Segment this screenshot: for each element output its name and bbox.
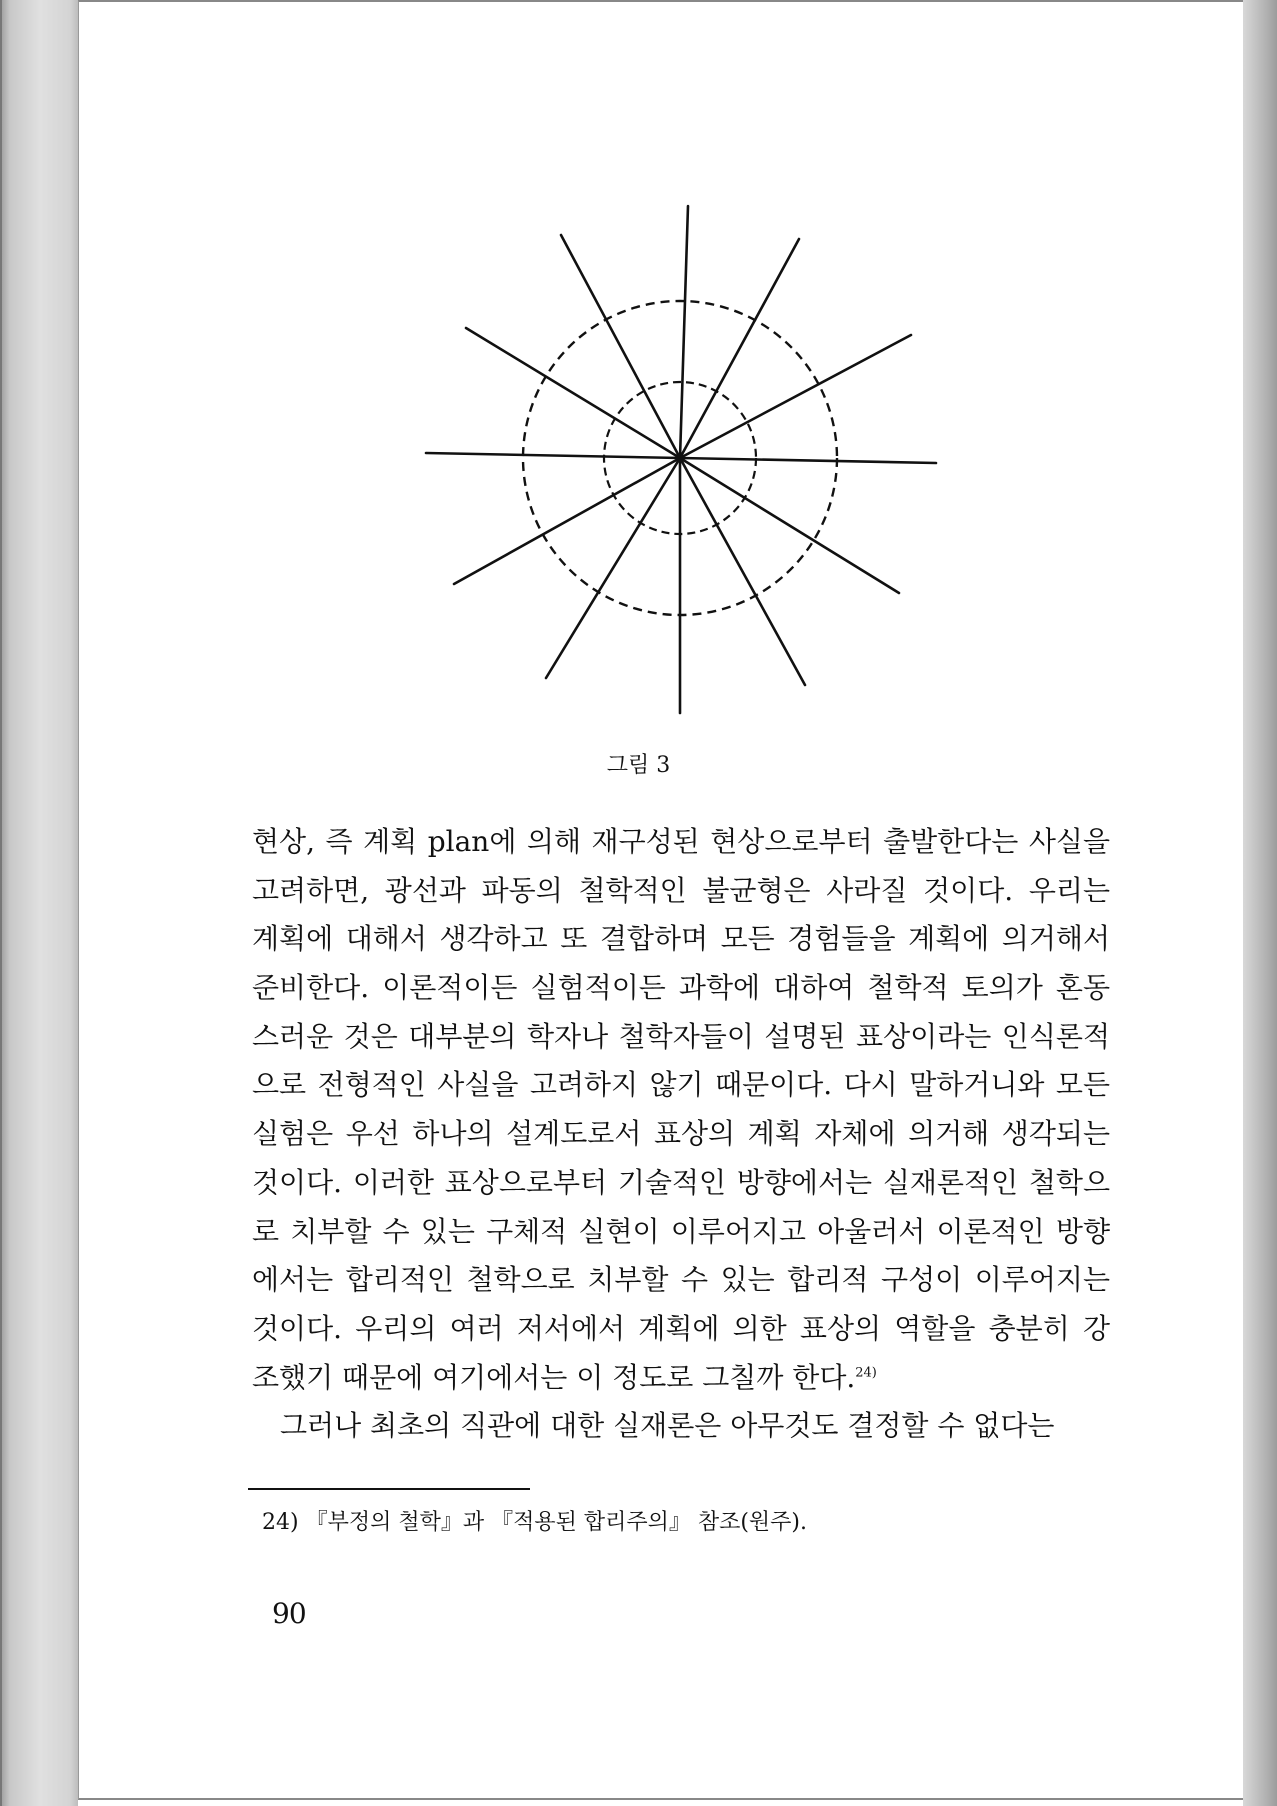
center-point <box>676 454 685 463</box>
body-line: 계획에 대해서 생각하고 또 결합하며 모든 경험들을 계획에 의거해서 <box>252 922 1110 956</box>
body-line: 으로 전형적인 사실을 고려하지 않기 때문이다. 다시 말하거니와 모든 <box>252 1068 1110 1102</box>
footnote: 24) 『부정의 철학』과 『적용된 합리주의』 참조(원주). <box>262 1510 807 1535</box>
body-line-new-paragraph: 그러나 최초의 직관에 대한 실재론은 아무것도 결정할 수 없다는 <box>280 1409 1055 1443</box>
ray-line <box>546 458 680 678</box>
book-right-edge <box>1243 0 1277 1806</box>
page-number: 90 <box>272 1597 306 1630</box>
body-line: 실험은 우선 하나의 설계도로서 표상의 계획 자체에 의거해 생각되는 <box>252 1117 1110 1151</box>
body-text <box>252 818 1110 1451</box>
body-line: 에서는 합리적인 철학으로 치부할 수 있는 합리적 구성이 이루어지는 <box>252 1263 1110 1297</box>
footnote-reference: 24) <box>855 1365 877 1381</box>
ray-line <box>454 458 680 584</box>
body-line: 로 치부할 수 있는 구체적 실현이 이루어지고 아울러서 이론적인 방향 <box>252 1214 1110 1248</box>
body-line: 것이다. 우리의 여러 저서에서 계획에 의한 표상의 역할을 충분히 강 <box>252 1311 1110 1345</box>
body-line: 준비한다. 이론적이든 실험적이든 과학에 대하여 철학적 토의가 혼동 <box>252 971 1110 1005</box>
book-left-edge <box>0 0 78 1806</box>
figure-caption: 그림 3 <box>606 753 671 778</box>
ray-line <box>680 206 688 458</box>
ray-line <box>466 328 680 458</box>
body-line: 것이다. 이러한 표상으로부터 기술적인 방향에서는 실재론적인 철학으 <box>252 1165 1110 1199</box>
ray-line <box>680 458 936 463</box>
ray-line <box>680 458 805 685</box>
body-line-last <box>252 1354 1110 1403</box>
body-line: 스러운 것은 대부분의 학자나 철학자들이 설명된 표상이라는 인식론적 <box>252 1019 1110 1053</box>
ray-line <box>561 235 680 458</box>
figure-3-diagram <box>420 200 940 720</box>
body-line: 고려하면, 광선과 파동의 철학적인 불균형은 사라질 것이다. 우리는 <box>252 873 1110 907</box>
footnote-divider <box>248 1488 530 1490</box>
body-last-line-text: 조했기 때문에 여기에서는 이 정도로 그칠까 한다. <box>252 1360 856 1394</box>
ray-line <box>426 453 680 458</box>
body-line: 현상, 즉 계획 plan에 의해 재구성된 현상으로부터 출발한다는 사실을 <box>252 825 1110 858</box>
